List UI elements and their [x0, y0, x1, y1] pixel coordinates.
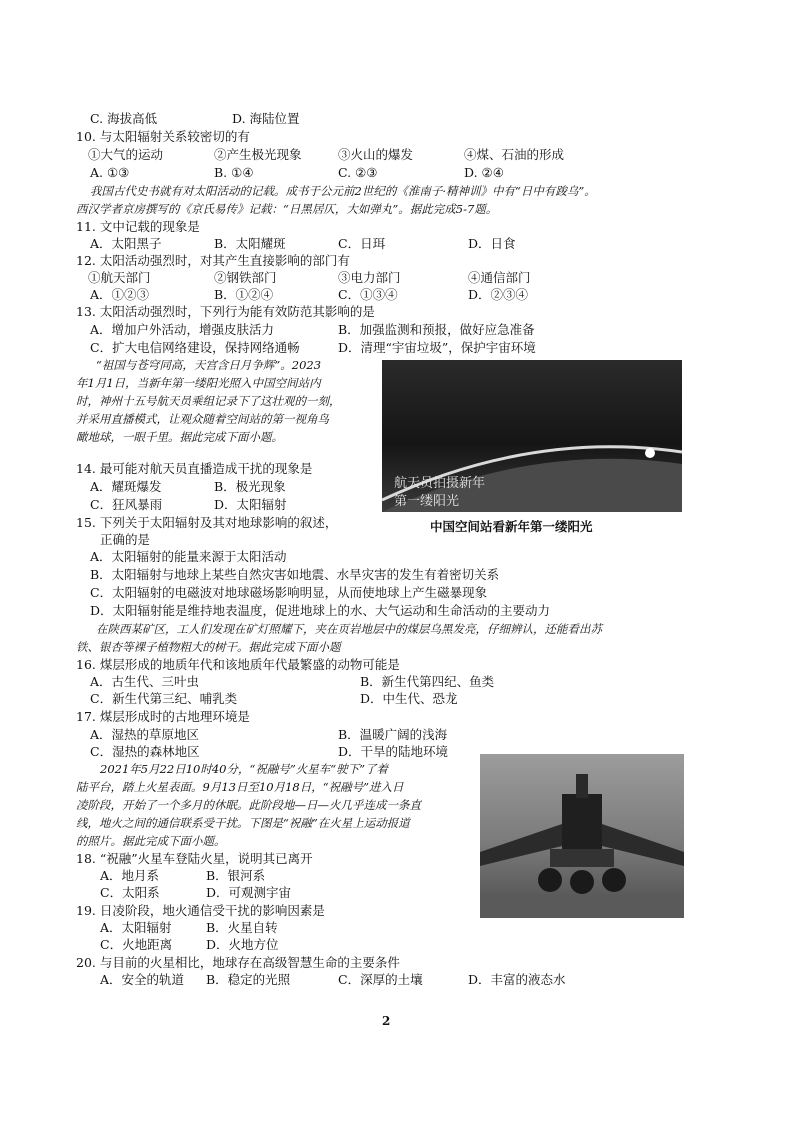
question-11: 11. 文中记载的现象是 — [76, 219, 200, 234]
passage-line: 的照片。据此完成下面小题。 — [76, 834, 226, 848]
passage-line: 陆平台，踏上火星表面。9月13日至10月18日，“祝融号”进入日 — [76, 780, 404, 794]
option-b: B．太阳耀斑 — [214, 236, 286, 251]
option-d: D．清理“宇宙垃圾”，保护宇宙环境 — [338, 340, 536, 355]
option-b: B. ①④ — [214, 165, 254, 180]
option-c: C．扩大电信网络建设，保持网络通畅 — [90, 340, 300, 355]
option-a: A．①②③ — [90, 287, 150, 302]
question-18: 18. “祝融”火星车登陆火星，说明其已离开 — [76, 851, 313, 866]
option-b: B．稳定的光照 — [206, 972, 291, 987]
option-d: D．可观测宇宙 — [206, 885, 292, 900]
passage-line: 在陕西某矿区，工人们发现在矿灯照耀下，夹在页岩地层中的煤层乌黑发亮，仔细辨认，还能看出苏 — [96, 622, 602, 636]
option-c: C．太阳系 — [100, 885, 160, 900]
item-4: ④通信部门 — [468, 270, 531, 285]
option-d: D．中生代、恐龙 — [360, 691, 458, 706]
option-d: D．②③④ — [468, 287, 529, 302]
passage-line: 我国古代史书就有对太阳活动的记载。成书于公元前2世纪的《淮南子·精神训》中有“日中有踆乌”。 — [90, 184, 596, 198]
question-14: 14. 最可能对航天员直播造成干扰的现象是 — [76, 461, 313, 476]
photo-caption: 中国空间站看新年第一缕阳光 — [430, 519, 593, 534]
option-b: B．太阳辐射与地球上某些自然灾害如地震、水旱灾害的发生有着密切关系 — [90, 567, 500, 582]
option-c: C．日珥 — [338, 236, 386, 251]
option-c: C. ②③ — [338, 165, 378, 180]
option-b: B．新生代第四纪、鱼类 — [360, 674, 495, 689]
item-3: ③火山的爆发 — [338, 147, 414, 162]
option-b: B．火星自转 — [206, 920, 278, 935]
option-d: D．太阳辐射能是维持地表温度，促进地球上的水、大气运动和生命活动的主要动力 — [90, 603, 551, 618]
passage-line: 线，地火之间的通信联系受干扰。下图是“祝融”在火星上运动报道 — [76, 816, 410, 830]
option-b: B．温暖广阔的浅海 — [338, 727, 448, 742]
question-20: 20. 与目前的火星相比，地球存在高级智慧生命的主要条件 — [76, 955, 400, 970]
photo-overlay-line2: 第一缕阳光 — [394, 494, 460, 509]
option-a: A．增加户外活动，增强皮肤活力 — [90, 322, 275, 337]
option-b: B．极光现象 — [214, 479, 286, 494]
passage-line: 年1月1日，当新年第一缕阳光照入中国空间站内 — [76, 376, 321, 390]
option-b: B．①②④ — [214, 287, 274, 302]
option-c: C．太阳辐射的电磁波对地球磁场影响明显，从而使地球上产生磁暴现象 — [90, 585, 488, 600]
passage-line: 瞰地球，一眼千里。据此完成下面小题。 — [76, 430, 283, 444]
item-2: ②钢铁部门 — [214, 270, 277, 285]
passage-line: 凌阶段，开始了一个多月的休眠。此阶段地—日—火几乎连成一条直 — [76, 798, 421, 812]
passage-line: 时，神州十五号航天员乘组记录下了这壮观的一刻， — [76, 394, 341, 408]
item-4: ④煤、石油的形成 — [464, 147, 565, 162]
option-d: D．丰富的液态水 — [468, 972, 566, 987]
passage-line: 西汉学者京房撰写的《京氏易传》记载：“日黑居仄，大如弹丸”。据此完成5-7题。 — [76, 202, 498, 216]
option-d: D. ②④ — [464, 165, 504, 180]
mars-rover-photo — [480, 754, 684, 918]
option-c: C．深厚的土壤 — [338, 972, 423, 987]
option-a: A．湿热的草原地区 — [90, 727, 200, 742]
space-station-photo — [382, 360, 682, 512]
question-16: 16. 煤层形成的地质年代和该地质年代最繁盛的动物可能是 — [76, 657, 400, 672]
option-d: D．日食 — [468, 236, 516, 251]
option-c: C．湿热的森林地区 — [90, 744, 200, 759]
passage-line: 2021年5月22日10时40分，“祝融号”火星车“驶下”了着 — [100, 762, 388, 776]
option-c: C．①③④ — [338, 287, 398, 302]
option-a: A．太阳辐射 — [100, 920, 172, 935]
option-c: C．狂风暴雨 — [90, 497, 163, 512]
question-19: 19. 日凌阶段，地火通信受干扰的影响因素是 — [76, 903, 325, 918]
question-10: 10. 与太阳辐射关系较密切的有 — [76, 129, 250, 144]
option-d: D．太阳辐射 — [214, 497, 287, 512]
item-2: ②产生极光现象 — [214, 147, 302, 162]
option-a: A. ①③ — [90, 165, 130, 180]
option-c: C. 海拔高低 — [90, 111, 158, 126]
question-15: 15. 下列关于太阳辐射及其对地球影响的叙述， — [76, 515, 338, 530]
option-d: D．干旱的陆地环境 — [338, 744, 449, 759]
passage-line: 铁、银杏等裸子植物粗大的树干。据此完成下面小题 — [76, 640, 341, 654]
question-15-cont: 正确的是 — [100, 532, 151, 547]
question-12: 12. 太阳活动强烈时，对其产生直接影响的部门有 — [76, 253, 350, 268]
option-c: C．火地距离 — [100, 937, 173, 952]
passage-line: 并采用直播模式，让观众随着空间站的第一视角鸟 — [76, 412, 329, 426]
question-13: 13. 太阳活动强烈时，下列行为能有效防范其影响的是 — [76, 304, 375, 319]
option-a: A．耀斑爆发 — [90, 479, 162, 494]
option-d: D．火地方位 — [206, 937, 279, 952]
option-a: A．地月系 — [100, 868, 160, 883]
question-17: 17. 煤层形成时的古地理环境是 — [76, 709, 250, 724]
option-a: A．太阳辐射的能量来源于太阳活动 — [90, 549, 287, 564]
photo-overlay-line1: 航天员拍摄新年 — [394, 476, 486, 491]
option-b: B．加强监测和预报，做好应急准备 — [338, 322, 535, 337]
option-b: B．银河系 — [206, 868, 266, 883]
option-a: A．安全的轨道 — [100, 972, 185, 987]
option-a: A．太阳黑子 — [90, 236, 162, 251]
page-number: 2 — [382, 1014, 391, 1028]
item-1: ①航天部门 — [88, 270, 151, 285]
item-1: ①大气的运动 — [88, 147, 164, 162]
option-c: C．新生代第三纪、哺乳类 — [90, 691, 238, 706]
rover-graphic — [480, 754, 684, 918]
item-3: ③电力部门 — [338, 270, 401, 285]
option-d: D. 海陆位置 — [232, 111, 300, 126]
option-a: A．古生代、三叶虫 — [90, 674, 200, 689]
passage-line: “祖国与苍穹同高，天宫含日月争辉”。2023 — [96, 358, 322, 372]
